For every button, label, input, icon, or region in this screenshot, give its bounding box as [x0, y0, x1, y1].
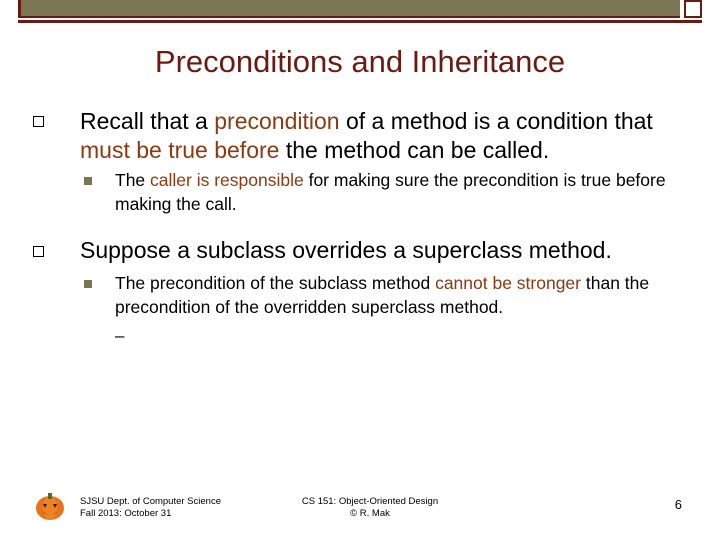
sub-2-highlight: cannot be stronger: [435, 273, 581, 293]
title-rule: [18, 20, 702, 23]
header-bar: [18, 0, 680, 18]
bullet-1-highlight-must-be-true: must be true before: [80, 137, 280, 163]
sub-1-text-a: The: [115, 170, 151, 190]
sub-bullet-square-icon: [84, 177, 92, 185]
slide-title: Preconditions and Inheritance: [154, 44, 566, 79]
bullet-square-icon: [33, 116, 44, 127]
bullet-1-text-b: of a method is a condition that: [339, 108, 653, 134]
bullet-text-2: Suppose a subclass overrides a superclass method.: [80, 237, 612, 263]
sub-1-text-b: for making sure the precondition is true before making the call.: [115, 170, 666, 214]
footer-department: SJSU Dept. of Computer Science: [80, 496, 221, 507]
bullet-square-icon: [33, 246, 44, 257]
bullet-1-text-c: the method can be called.: [279, 137, 550, 163]
footer-course: CS 151: Object-Oriented Design: [301, 496, 439, 507]
page-number: 6: [674, 497, 682, 512]
pumpkin-logo-icon: [34, 490, 66, 522]
bullet-1-highlight-precondition: precondition: [214, 108, 340, 134]
bullet-1-text-a: Recall that a: [80, 108, 215, 134]
footer-center: [290, 496, 450, 520]
footer-author: © R. Mak: [350, 508, 390, 519]
sub-2-text-b: than the precondition of the overridden superclass method.: [115, 273, 650, 317]
footer-date: Fall 2013: October 31: [80, 508, 172, 519]
sub-2-text-a: The precondition of the subclass method: [115, 273, 436, 293]
sub-1-highlight: caller is responsible: [150, 170, 304, 190]
sub-bullet-text-2: [115, 271, 675, 319]
sub-bullet-text-1: [115, 168, 675, 216]
header-box: [684, 0, 702, 18]
sub-bullet-square-icon: [84, 280, 92, 288]
footer-left: [80, 496, 221, 520]
bullet-text-1: [80, 107, 700, 165]
dash-item: –: [115, 326, 125, 345]
